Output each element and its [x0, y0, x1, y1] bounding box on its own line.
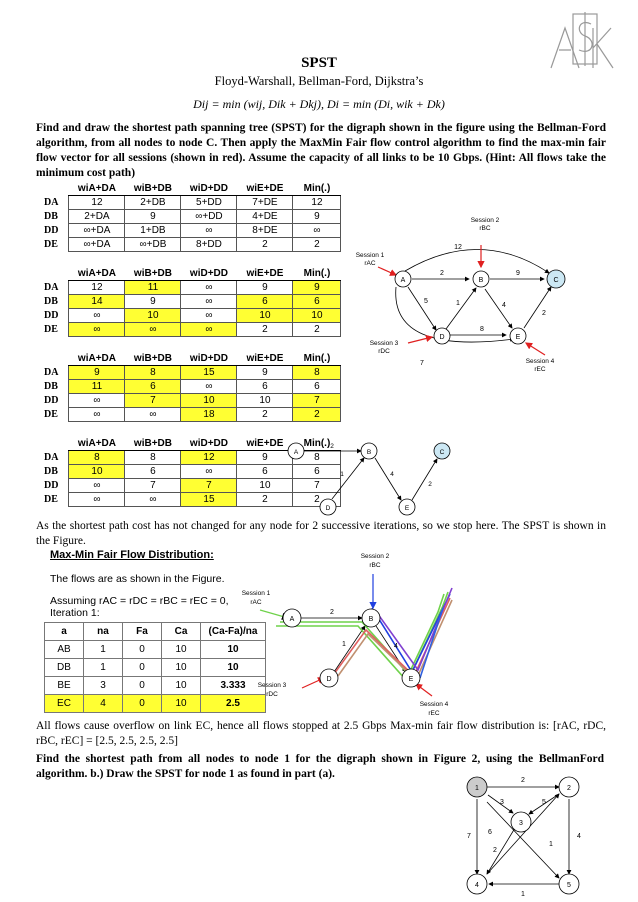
result-text: All flows cause overflow on link EC, hence all flows stopped at 2.5 Gbps Max-min fair flow distribution is: [rAC, rDC, rBC, rEC] = [2.5, 2.5, 2.5, 2.5]	[36, 720, 606, 747]
flow-session-1-rate: rAC	[250, 599, 262, 606]
table-cell: 10	[69, 465, 125, 479]
session-4-rate: rEC	[534, 366, 546, 373]
table-cell: 6	[237, 465, 293, 479]
flow-edge-weight-DB: 1	[342, 641, 346, 648]
session-4-label: Session 4	[525, 358, 555, 365]
maxmin-table-cell: 1	[84, 641, 123, 659]
maxmin-table-cell: 0	[123, 695, 162, 713]
table-cell: ∞	[125, 323, 181, 337]
maxmin-table-cell: 10	[201, 659, 266, 677]
column-header: wiD+DD	[181, 352, 237, 366]
maxmin-table-row	[45, 695, 266, 713]
row-label: DA	[44, 197, 59, 208]
table-cell: ∞	[69, 493, 125, 507]
node-D: D	[439, 334, 445, 341]
table-cell: 10	[181, 394, 237, 408]
table-cell: 4+DE	[237, 210, 293, 224]
column-header: Min(.)	[293, 352, 341, 366]
table-cell: ∞	[69, 323, 125, 337]
tree-edge-weight-EC: 2	[428, 481, 432, 488]
table-cell: 6	[125, 465, 181, 479]
maxmin-column-header: a	[45, 623, 84, 641]
table-row	[42, 408, 341, 422]
table-cell: 2	[293, 323, 341, 337]
maxmin-column-header: (Ca-Fa)/na	[201, 623, 266, 641]
table-cell: 7+DE	[237, 196, 293, 210]
table-cell: ∞+DD	[181, 210, 237, 224]
maxmin-table-cell: 10	[162, 677, 201, 695]
graph2-edge-weight-6: 6	[488, 829, 492, 836]
row-label: DB	[44, 211, 58, 222]
table-cell: ∞	[181, 309, 237, 323]
table-row	[42, 196, 341, 210]
table-row	[42, 380, 341, 394]
digraph-figure-2	[455, 770, 595, 900]
tree-node-D: D	[325, 505, 331, 512]
maxmin-column-header: Ca	[162, 623, 201, 641]
table-cell: 9	[237, 451, 293, 465]
edge-weight-AB: 2	[440, 270, 444, 277]
tree-node-C: C	[439, 449, 445, 456]
table-cell: 6	[293, 295, 341, 309]
graph2-edge-weight-35: 1	[549, 841, 553, 848]
row-label: DD	[44, 310, 59, 321]
table-cell: 2	[293, 238, 341, 252]
page-title: SPST	[301, 55, 337, 71]
table-cell: 7	[125, 479, 181, 493]
edge-weight-AE: 7	[420, 360, 424, 367]
table-corner	[42, 267, 69, 281]
maxmin-table-row	[45, 641, 266, 659]
spst-tree-figure	[280, 438, 460, 518]
table-cell: 6	[293, 380, 341, 394]
table-cell: ∞+DA	[69, 238, 125, 252]
tree-edge-weight-BE: 4	[390, 471, 394, 478]
table-row	[42, 295, 341, 309]
column-header: Min(.)	[293, 437, 341, 451]
table-cell: 12	[293, 196, 341, 210]
row-label: DD	[44, 225, 59, 236]
flow-session-2-rate: rBC	[369, 562, 381, 569]
table-cell: 18	[181, 408, 237, 422]
table-cell: 9	[125, 295, 181, 309]
table-row	[42, 224, 341, 238]
graph2-edge-weight-54: 1	[521, 891, 525, 898]
table-cell: 10	[237, 394, 293, 408]
graph2-edge-weight-34: 2	[493, 847, 497, 854]
table-corner	[42, 352, 69, 366]
maxmin-table-cell: 0	[123, 641, 162, 659]
table-cell: 12	[69, 196, 125, 210]
row-label: DE	[44, 324, 58, 335]
question-1-text: Find and draw the shortest path spanning tree (SPST) for the digraph shown in the figure using the Bellman-Ford algorithm, from all nodes to node C. Then apply the MaxMin Fair flow control algorithm to find the max-min fair flow vector for all sessions (shown in red). Assume the capacity of all links to be 10 Gbps. (Hint: All flows take the minimum cost path)	[36, 122, 606, 179]
table-cell: 8	[125, 366, 181, 380]
maxmin-assuming: Assuming rAC = rDC = rBC = rEC = 0,	[50, 595, 229, 607]
session-3-rate: rDC	[378, 348, 390, 355]
maxmin-table-cell: 10	[162, 659, 201, 677]
column-header: wiD+DD	[181, 267, 237, 281]
table-cell: 8	[125, 451, 181, 465]
column-header: wiB+DB	[125, 267, 181, 281]
row-label: DB	[44, 296, 58, 307]
row-label: DA	[44, 452, 59, 463]
row-label: DE	[44, 239, 58, 250]
table-cell: ∞	[181, 380, 237, 394]
edge-weight-BE: 4	[502, 302, 506, 309]
table-cell: ∞	[69, 479, 125, 493]
flow-edge-weight-AB: 2	[330, 609, 334, 616]
table-cell: 8+DE	[237, 224, 293, 238]
graph2-node-3: 3	[519, 820, 523, 827]
table-cell: ∞	[181, 295, 237, 309]
column-header: wiD+DD	[181, 437, 237, 451]
maxmin-table-cell: 2.5	[201, 695, 266, 713]
maxmin-table-row	[45, 677, 266, 695]
table-cell: 7	[293, 394, 341, 408]
edge-weight-AC: 12	[454, 244, 462, 251]
table-cell: 2	[237, 238, 293, 252]
table-cell: ∞	[181, 224, 237, 238]
column-header: wiE+DE	[237, 352, 293, 366]
table-row	[42, 394, 341, 408]
column-header: wiD+DD	[181, 182, 237, 196]
maxmin-table-cell: 10	[162, 695, 201, 713]
table-cell: 7	[125, 394, 181, 408]
digraph-figure-1	[350, 215, 610, 375]
maxmin-table-cell: EC	[45, 695, 84, 713]
table-cell: 2	[293, 408, 341, 422]
flow-node-D: D	[326, 676, 332, 683]
table-cell: ∞	[69, 394, 125, 408]
column-header: wiA+DA	[69, 267, 125, 281]
row-label: DD	[44, 480, 59, 491]
iteration-table-1	[42, 182, 341, 252]
question-2-text: Find the shortest path from all nodes to node 1 for the digraph shown in Figure 2, using the BellmanFord algorithm. b.) Draw the SPST for node 1 as found in part (a).	[36, 753, 604, 780]
maxmin-table-cell: 0	[123, 677, 162, 695]
edge-weight-BC: 9	[516, 270, 520, 277]
maxmin-flow-figure	[238, 548, 474, 718]
row-label: DE	[44, 494, 58, 505]
iteration-table-3	[42, 352, 341, 422]
node-E: E	[515, 334, 521, 341]
maxmin-table-cell: 1	[84, 659, 123, 677]
conclusion-text: As the shortest path cost has not changed for any node for 2 successive iterations, so we stop here. The SPST is shown in the Figure.	[36, 520, 606, 547]
flow-node-B: B	[368, 616, 374, 623]
column-header: wiA+DA	[69, 352, 125, 366]
maxmin-table-cell: 0	[123, 659, 162, 677]
graph2-node-4: 4	[475, 882, 479, 889]
iteration-table-2	[42, 267, 341, 337]
table-cell: ∞	[69, 408, 125, 422]
graph2-node-2: 2	[567, 785, 571, 792]
table-cell: ∞	[293, 224, 341, 238]
column-header: wiE+DE	[237, 267, 293, 281]
table-cell: 8+DD	[181, 238, 237, 252]
session-2-rate: rBC	[479, 225, 491, 232]
table-cell: 9	[69, 366, 125, 380]
flow-session-4-label: Session 4	[419, 701, 449, 708]
table-cell: 6	[293, 465, 341, 479]
maxmin-table-cell: 3	[84, 677, 123, 695]
maxmin-table-row	[45, 659, 266, 677]
table-cell: 14	[69, 295, 125, 309]
table-cell: 5+DD	[181, 196, 237, 210]
page-subtitle: Floyd-Warshall, Bellman-Ford, Dijkstra’s	[214, 74, 424, 88]
table-cell: 11	[69, 380, 125, 394]
maxmin-column-header: Fa	[123, 623, 162, 641]
table-cell: 12	[69, 281, 125, 295]
session-3-label: Session 3	[369, 340, 399, 347]
graph2-edge-weight-13: 3	[500, 799, 504, 806]
table-cell: 6	[237, 295, 293, 309]
maxmin-table	[44, 622, 266, 713]
flow-edge-weight-BE: 4	[394, 643, 398, 650]
graph2-node-1: 1	[475, 785, 479, 792]
table-cell: ∞	[125, 408, 181, 422]
table-cell: 9	[125, 210, 181, 224]
column-header: wiA+DA	[69, 182, 125, 196]
table-cell: 2	[237, 493, 293, 507]
row-label: DB	[44, 466, 58, 477]
flow-node-E: E	[408, 676, 414, 683]
flow-session-2-label: Session 2	[360, 553, 390, 560]
maxmin-table-cell: 4	[84, 695, 123, 713]
table-cell: 2+DB	[125, 196, 181, 210]
column-header: wiB+DB	[125, 437, 181, 451]
table-cell: 1+DB	[125, 224, 181, 238]
table-cell: 2	[237, 323, 293, 337]
table-cell: 2+DA	[69, 210, 125, 224]
table-row	[42, 323, 341, 337]
table-row	[42, 210, 341, 224]
table-cell: 9	[237, 281, 293, 295]
tree-edge-weight-DB: 1	[340, 471, 344, 478]
node-B: B	[478, 277, 484, 284]
edge-weight-EC: 2	[542, 310, 546, 317]
maxmin-table-cell: 10	[201, 641, 266, 659]
table-cell: 15	[181, 493, 237, 507]
tree-node-E: E	[404, 505, 410, 512]
table-cell: 11	[125, 281, 181, 295]
edge-weight-DE: 8	[480, 326, 484, 333]
table-corner	[42, 437, 69, 451]
maxmin-table-cell: 10	[162, 641, 201, 659]
table-cell: ∞	[181, 323, 237, 337]
row-label: DA	[44, 282, 59, 293]
graph2-edge-weight-25: 4	[577, 833, 581, 840]
table-cell: 10	[293, 309, 341, 323]
table-cell: ∞+DB	[125, 238, 181, 252]
session-1-label: Session 1	[355, 252, 385, 259]
table-cell: 9	[237, 366, 293, 380]
session-2-label: Session 2	[470, 217, 500, 224]
table-cell: 7	[293, 479, 341, 493]
table-cell: 10	[237, 309, 293, 323]
column-header: wiE+DE	[237, 437, 293, 451]
table-row	[42, 309, 341, 323]
edge-weight-AD: 5	[424, 298, 428, 305]
flow-session-4-rate: rEC	[428, 710, 440, 717]
row-label: DA	[44, 367, 59, 378]
table-cell: 2	[293, 493, 341, 507]
graph2-edge-weight-14: 7	[467, 833, 471, 840]
maxmin-flows-note: The flows are as shown in the Figure.	[50, 573, 225, 585]
table-cell: 8	[293, 366, 341, 380]
table-cell: 10	[125, 309, 181, 323]
node-C: C	[553, 277, 559, 284]
table-cell: 15	[181, 366, 237, 380]
graph2-edge-weight-12: 2	[521, 777, 525, 784]
table-row	[42, 238, 341, 252]
flow-node-A: A	[289, 616, 295, 623]
table-cell: 8	[69, 451, 125, 465]
tree-node-A: A	[293, 449, 299, 456]
column-header: wiA+DA	[69, 437, 125, 451]
row-label: DE	[44, 409, 58, 420]
node-A: A	[400, 277, 406, 284]
column-header: Min(.)	[293, 267, 341, 281]
edge-weight-DB: 1	[456, 300, 460, 307]
maxmin-table-cell: BE	[45, 677, 84, 695]
flow-session-1-label: Session 1	[241, 590, 271, 597]
table-cell: 7	[181, 479, 237, 493]
maxmin-iteration: Iteration 1:	[50, 607, 100, 619]
formula: Dij = min (wij, Dik + Dkj), Di = min (Di, wik + Dk)	[193, 97, 445, 111]
table-cell: 9	[293, 281, 341, 295]
column-header: wiB+DB	[125, 182, 181, 196]
table-cell: ∞	[181, 465, 237, 479]
maxmin-column-header: na	[84, 623, 123, 641]
table-cell: 10	[237, 479, 293, 493]
graph2-edge-weight-23: 5	[542, 799, 546, 806]
session-1-rate: rAC	[364, 260, 376, 267]
column-header: Min(.)	[293, 182, 341, 196]
tree-edge-weight-AB: 2	[330, 443, 334, 450]
maxmin-table-cell: AB	[45, 641, 84, 659]
table-cell: 12	[181, 451, 237, 465]
table-row	[42, 366, 341, 380]
table-cell: 8	[293, 451, 341, 465]
table-cell: ∞+DA	[69, 224, 125, 238]
column-header: wiE+DE	[237, 182, 293, 196]
table-cell: ∞	[181, 281, 237, 295]
table-row	[42, 281, 341, 295]
table-cell: 6	[125, 380, 181, 394]
flow-session-3-label: Session 3	[257, 682, 287, 689]
flow-session-3-rate: rDC	[266, 691, 278, 698]
table-cell: ∞	[69, 309, 125, 323]
table-cell: 9	[293, 210, 341, 224]
table-corner	[42, 182, 69, 196]
tree-node-B: B	[366, 449, 372, 456]
row-label: DB	[44, 381, 58, 392]
maxmin-table-cell: DB	[45, 659, 84, 677]
row-label: DD	[44, 395, 59, 406]
maxmin-heading: Max-Min Fair Flow Distribution:	[50, 549, 214, 561]
table-cell: 2	[237, 408, 293, 422]
table-cell: 6	[237, 380, 293, 394]
graph2-node-5: 5	[567, 882, 571, 889]
table-cell: ∞	[125, 493, 181, 507]
column-header: wiB+DB	[125, 352, 181, 366]
maxmin-table-cell: 3.333	[201, 677, 266, 695]
